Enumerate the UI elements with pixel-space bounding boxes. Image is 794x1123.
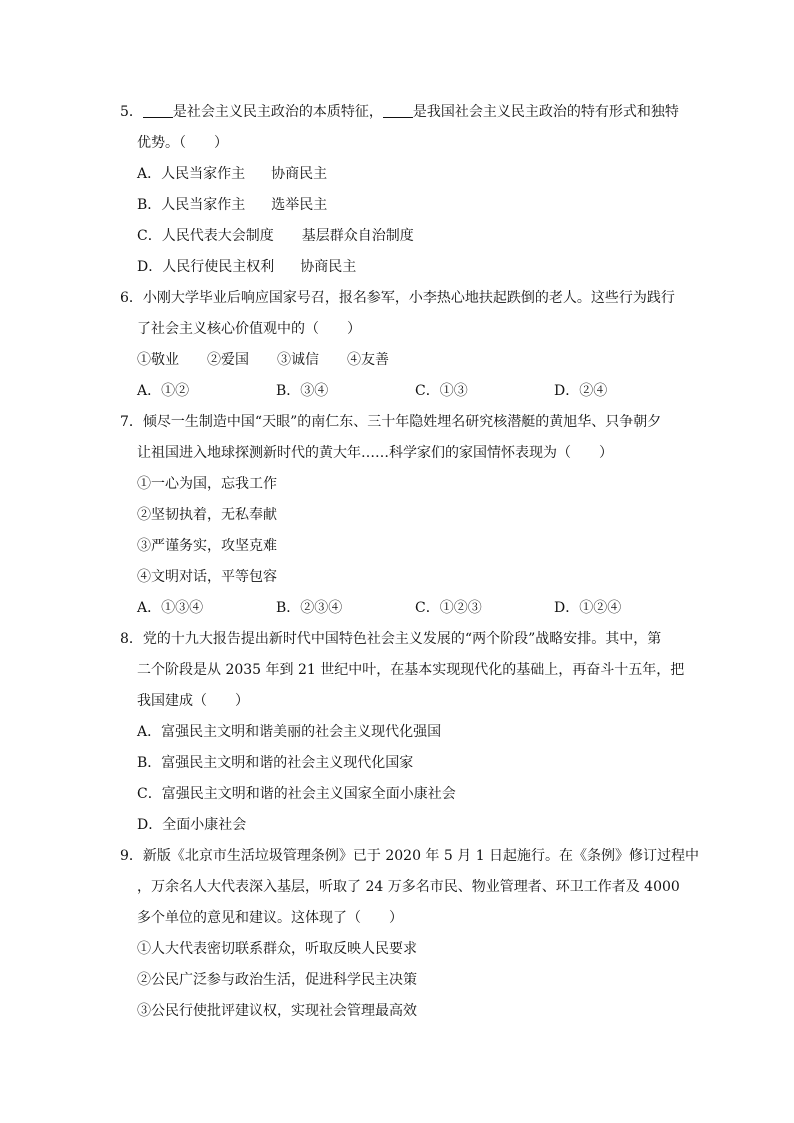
q6-choice-a[interactable]: A．①② <box>137 383 190 399</box>
q5-option-a[interactable]: A．人民当家作主 协商民主 <box>137 166 328 182</box>
q5-option-c[interactable]: C．人民代表大会制度 基层群众自治制度 <box>137 228 414 244</box>
q7-item-3: ③严谨务实，攻坚克难 <box>137 538 277 554</box>
q5-number: 5． <box>120 104 143 120</box>
q5-text-part1: 是社会主义民主政治的本质特征， <box>172 104 383 120</box>
q7-item-2: ②坚韧执着，无私奉献 <box>137 507 277 523</box>
q8-option-a[interactable]: A．富强民主文明和谐美丽的社会主义现代化强国 <box>137 724 442 740</box>
q8-line3: 我国建成（ ） <box>137 693 249 709</box>
q7-choice-b[interactable]: B．②③④ <box>276 600 343 616</box>
q6-line2: 了社会主义核心价值观中的（ ） <box>137 321 361 337</box>
q5-line1 <box>120 97 680 128</box>
q5-option-b[interactable]: B．人民当家作主 选举民主 <box>137 197 328 213</box>
question-content <box>120 97 700 1027</box>
q9-line3: 多个单位的意见和建议。这体现了（ ） <box>137 910 403 926</box>
q5-blank-2 <box>383 103 413 118</box>
q6-choices <box>120 376 680 407</box>
q7-line2: 让祖国进入地球探测新时代的黄大年……科学家们的家国情怀表现为（ ） <box>137 445 613 461</box>
q9-item-2: ②公民广泛参与政治生活，促进科学民主决策 <box>137 972 417 988</box>
q5-line2: 优势。（ ） <box>137 135 228 151</box>
q7-item-4: ④文明对话，平等包容 <box>137 569 277 585</box>
q5-text-part2: 是我国社会主义民主政治的特有形式和独特 <box>412 104 679 120</box>
q7-item-1: ①一心为国，忘我工作 <box>137 476 277 492</box>
q9-item-1: ①人大代表密切联系群众，听取反映人民要求 <box>137 941 417 957</box>
q6-items: ①敬业 ②爱国 ③诚信 ④友善 <box>137 352 389 368</box>
q8-option-d[interactable]: D．全面小康社会 <box>137 817 247 833</box>
q7-choice-d[interactable]: D．①②④ <box>554 600 622 616</box>
q6-choice-c[interactable]: C．①③ <box>415 383 468 399</box>
q7-choices <box>120 593 680 624</box>
q6-line1: 6．小刚大学毕业后响应国家号召，报名参军，小李热心地扶起跌倒的老人。这些行为践行 <box>120 290 675 306</box>
q8-line2: 二个阶段是从 2035 年到 21 世纪中叶，在基本实现现代化的基础上，再奋斗十五年，把 <box>137 662 685 678</box>
q8-option-c[interactable]: C．富强民主文明和谐的社会主义国家全面小康社会 <box>137 786 456 802</box>
q5-blank-1 <box>143 103 173 118</box>
q6-choice-b[interactable]: B．③④ <box>276 383 329 399</box>
q9-item-3: ③公民行使批评建议权，实现社会管理最高效 <box>137 1003 417 1019</box>
q7-choice-c[interactable]: C．①②③ <box>415 600 482 616</box>
q7-choice-a[interactable]: A．①③④ <box>137 600 204 616</box>
q9-line1: 9．新版《北京市生活垃圾管理条例》已于 2020 年 5 月 1 日起施行。在《条例》修订过程中 <box>120 848 700 864</box>
q6-choice-d[interactable]: D．②④ <box>554 383 608 399</box>
q5-option-d[interactable]: D．人民行使民主权利 协商民主 <box>137 259 357 275</box>
q7-line1: 7．倾尽一生制造中国“天眼”的南仁东、三十年隐姓埋名研究核潜艇的黄旭华、只争朝夕 <box>120 414 662 430</box>
q8-line1: 8．党的十九大报告提出新时代中国特色社会主义发展的“两个阶段”战略安排。其中，第 <box>120 631 662 647</box>
q9-line2: ，万余名人大代表深入基层，听取了 24 万多名市民、物业管理者、环卫工作者及 4000 <box>137 879 680 895</box>
q8-option-b[interactable]: B．富强民主文明和谐的社会主义现代化国家 <box>137 755 414 771</box>
